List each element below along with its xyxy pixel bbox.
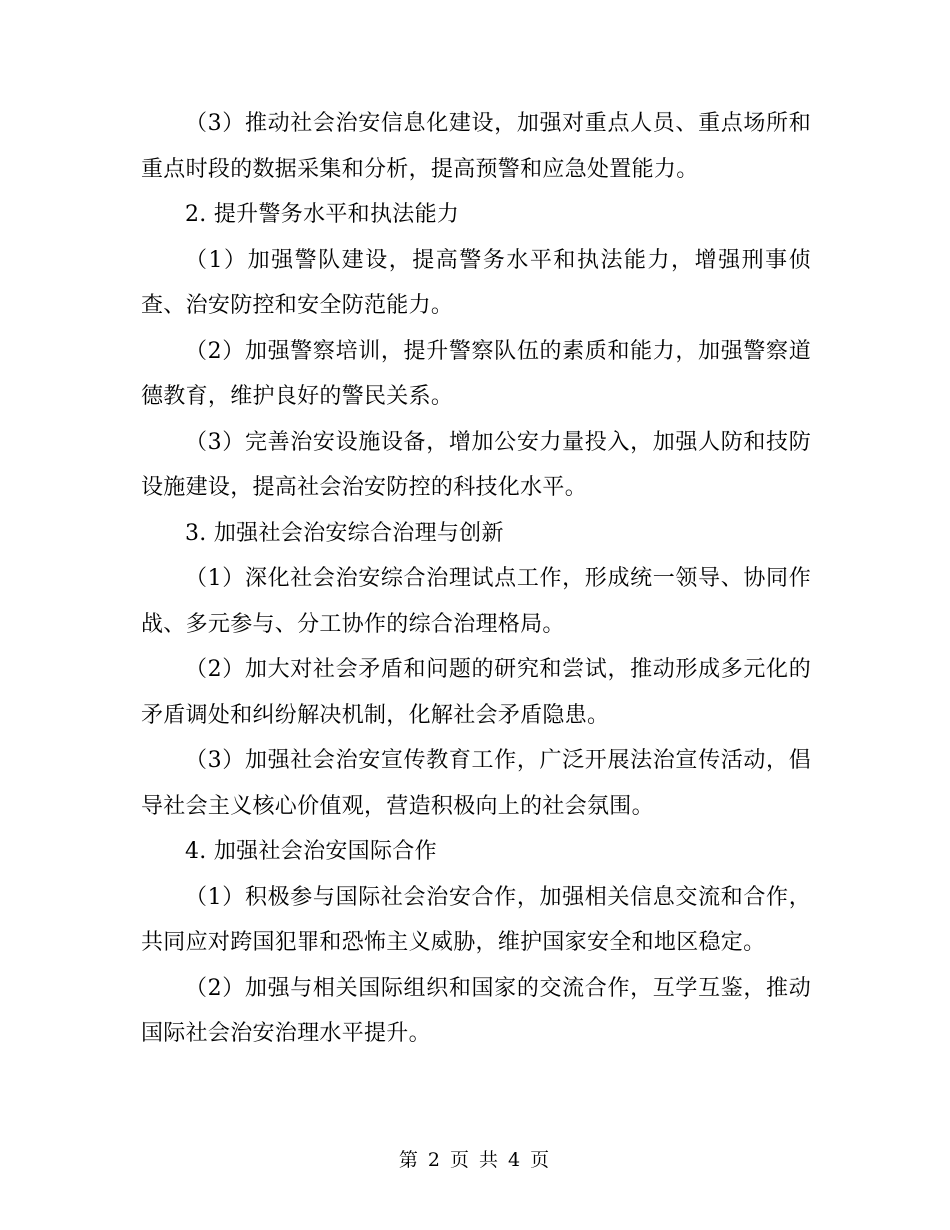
paragraph: （2）加强与相关国际组织和国家的交流合作，互学互鉴，推动国际社会治安治理水平提升。	[141, 975, 811, 1046]
paragraph: （3）完善治安设施设备，增加公安力量投入，加强人防和技防设施建设，提高社会治安防控的科技化水平。	[141, 429, 811, 500]
document-body	[141, 101, 811, 1057]
section-heading: 3. 加强社会治安综合治理与创新	[185, 520, 504, 546]
paragraph: （2）加大对社会矛盾和问题的研究和尝试，推动形成多元化的矛盾调处和纠纷解决机制，化解社会矛盾隐患。	[141, 657, 811, 728]
paragraph: （3）推动社会治安信息化建设，加强对重点人员、重点场所和重点时段的数据采集和分析，提高预警和应急处置能力。	[141, 111, 811, 182]
section-heading: 4. 加强社会治安国际合作	[185, 839, 437, 864]
paragraph: （1）深化社会治安综合治理试点工作，形成统一领导、协同作战、多元参与、分工协作的综合治理格局。	[141, 566, 811, 637]
paragraph: （1）积极参与国际社会治安合作，加强相关信息交流和合作，共同应对跨国犯罪和恐怖主义威胁，维护国家安全和地区稳定。	[141, 884, 811, 955]
paragraph: （1）加强警队建设，提高警务水平和执法能力，增强刑事侦查、治安防控和安全防范能力。	[141, 247, 811, 318]
page-number-footer: 第 2 页 共 4 页	[398, 1149, 552, 1171]
paragraph: （3）加强社会治安宣传教育工作，广泛开展法治宣传活动，倡导社会主义核心价值观，营造积极向上的社会氛围。	[141, 748, 811, 819]
paragraph: （2）加强警察培训，提升警察队伍的素质和能力，加强警察道德教育，维护良好的警民关系。	[141, 338, 811, 409]
section-heading: 2. 提升警务水平和执法能力	[185, 202, 460, 227]
